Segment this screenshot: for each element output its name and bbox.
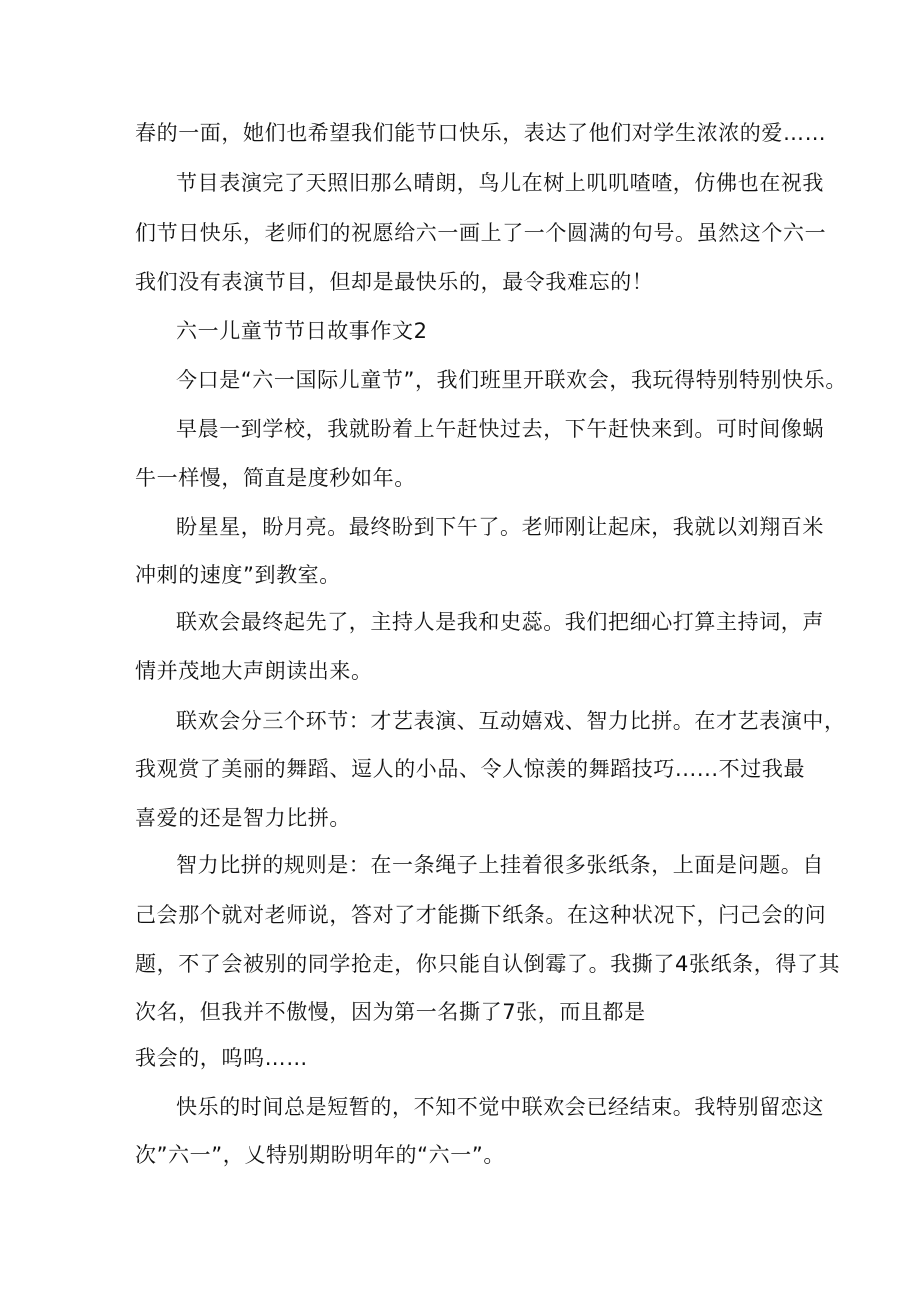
paragraph-line: 快乐的时间总是短暂的，不知不觉中联欢会已经结束。我特别留恋这 bbox=[176, 1095, 824, 1119]
paragraph-line: 们节日快乐，老师们的祝愿给六一画上了一个圆满的句号。虽然这个六一 bbox=[135, 221, 827, 245]
paragraph-line: 喜爱的还是智力比拼。 bbox=[135, 806, 351, 830]
paragraph-line: 联欢会最终起先了，主持人是我和史蕊。我们把细心打算主持词，声 bbox=[176, 610, 824, 634]
paragraph-line: 我们没有表演节目，但却是最快乐的，最令我难忘的！ bbox=[135, 270, 654, 294]
paragraph-line: 题，不了会被别的同学抢走，你只能自认倒霉了。我撕了4张纸条，得了其 bbox=[135, 952, 841, 976]
paragraph-line: 联欢会分三个环节：才艺表演、互动嬉戏、智力比拼。在才艺表演中， bbox=[176, 709, 846, 733]
paragraph-line: 次”六一”，乂特别期盼明年的“六一”。 bbox=[135, 1143, 505, 1167]
paragraph-line: 己会那个就对老师说，答对了才能撕下纸条。在这种状况下，闩己会的问 bbox=[135, 903, 827, 927]
paragraph-line: 冲刺的速度”到教室。 bbox=[135, 563, 341, 587]
paragraph-line: 早晨一到学校，我就盼着上午赶快过去，下午赶快来到。可时间像蜗 bbox=[176, 417, 824, 441]
paragraph-line: 今口是“六一国际儿童节”，我们班里开联欢会，我玩得特别特别快乐。 bbox=[176, 368, 847, 392]
paragraph-line: 我观赏了美丽的舞蹈、逗人的小品、令人惊羡的舞蹈技巧......不过我最 bbox=[135, 757, 806, 781]
paragraph-line: 智力比拼的规则是：在一条绳子上挂着很多张纸条，上面是问题。自 bbox=[176, 853, 824, 877]
paragraph-line: 我会的，呜呜…… bbox=[135, 1046, 308, 1070]
paragraph-line: 牛一样慢，简直是度秒如年。 bbox=[135, 466, 416, 490]
paragraph-line: 盼星星，盼月亮。最终盼到下午了。老师刚让起床，我就以刘翔百米 bbox=[176, 515, 824, 539]
paragraph-line: 情并茂地大声朗读出来。 bbox=[135, 659, 373, 683]
paragraph-line: 节目表演完了天照旧那么晴朗，鸟儿在树上叽叽喳喳，仿佛也在祝我 bbox=[176, 171, 824, 195]
section-heading: 六一儿童节节日故事作文2 bbox=[176, 319, 428, 343]
paragraph-line: 次名，但我并不傲慢，因为第一名撕了7张，而且都是 bbox=[135, 1000, 646, 1024]
paragraph-line: 春的一面，她们也希望我们能节口快乐，表达了他们对学生浓浓的爱…… bbox=[135, 121, 827, 145]
